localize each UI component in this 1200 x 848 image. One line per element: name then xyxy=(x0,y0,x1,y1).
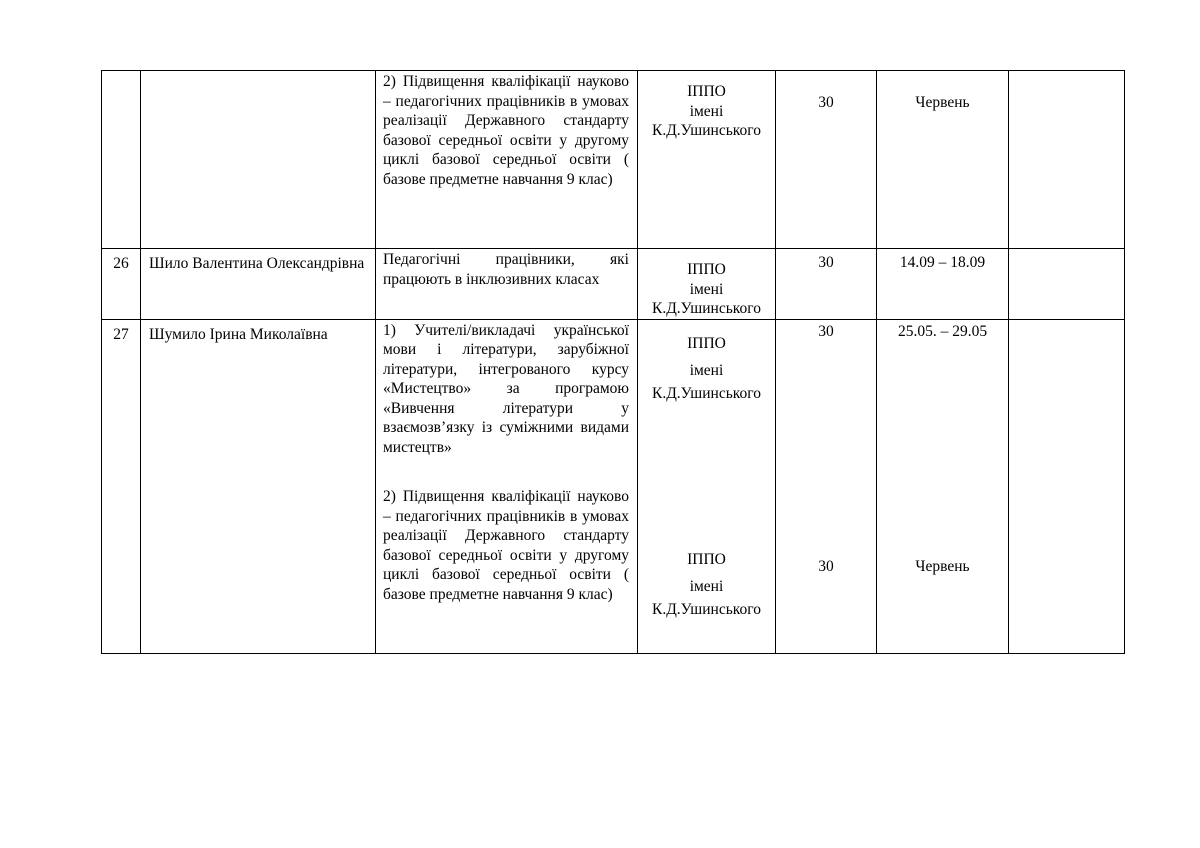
institution-line: імені xyxy=(689,280,724,298)
date-cell xyxy=(877,319,1009,653)
note-cell xyxy=(1009,249,1125,320)
date-cell xyxy=(877,249,1009,320)
institution-cell xyxy=(638,249,776,320)
institution-line: імені xyxy=(689,102,724,120)
date-value: 25.05. – 29.05 xyxy=(897,322,988,340)
name-cell xyxy=(141,71,376,249)
training-plan-table xyxy=(101,70,1125,654)
date-cell xyxy=(877,71,1009,249)
institution-line: К.Д.Ушинського xyxy=(652,300,761,317)
hours-cell xyxy=(776,319,877,653)
topic-text: Педагогічні працівники, які працюють в інклюзивних класах xyxy=(383,251,629,288)
row-number-cell: 27 xyxy=(102,319,141,653)
table-row xyxy=(102,71,1125,249)
hours-cell xyxy=(776,249,877,320)
hours-value: 30 xyxy=(818,94,834,111)
row-number-cell xyxy=(102,71,141,249)
topic-text: 1) Учителі/викладачі української мови і літератури, зарубіжної літератури, інтегрованого курсу «Мистецтво» за програмою «Вивчення літератури у взаємозв’язку із суміжними видами мистецтв» xyxy=(383,321,629,456)
hours-cell xyxy=(776,71,877,249)
table-row xyxy=(102,249,1125,320)
institution-line: К.Д.Ушинського xyxy=(652,600,761,618)
institution-cell xyxy=(638,71,776,249)
name-cell: Шумило Ірина Миколаївна xyxy=(141,319,376,653)
hours-value: 30 xyxy=(818,254,834,271)
name-cell: Шило Валентина Олександрівна xyxy=(141,249,376,320)
note-cell xyxy=(1009,71,1125,249)
date-value: Червень xyxy=(915,94,970,111)
topic-cell xyxy=(376,71,638,249)
table-row xyxy=(102,319,1125,653)
institution-line: ІППО xyxy=(687,334,726,352)
note-cell xyxy=(1009,319,1125,653)
topic-cell xyxy=(376,319,638,653)
hours-value: 30 xyxy=(818,322,834,340)
institution-cell xyxy=(638,319,776,653)
institution-line: ІППО xyxy=(687,550,726,568)
institution-line: імені xyxy=(689,577,724,595)
topic-text: 2) Підвищення кваліфікації науково – педагогічних працівників в умовах реалізації Державного стандарту базової середньої освіти у другому циклі базової середньої освіти ( базове предметне навчання 9 клас) xyxy=(383,73,629,188)
topic-cell xyxy=(376,249,638,320)
institution-line: К.Д.Ушинського xyxy=(652,384,761,402)
hours-value: 30 xyxy=(818,557,834,575)
row-number-cell: 26 xyxy=(102,249,141,320)
institution-line: імені xyxy=(689,361,724,379)
date-value: Червень xyxy=(915,557,970,575)
institution-line: К.Д.Ушинського xyxy=(652,122,761,139)
institution-line: ІППО xyxy=(687,261,726,278)
topic-text: 2) Підвищення кваліфікації науково – педагогічних працівників в умовах реалізації Державного стандарту базової середньої освіти у другому циклі базової середньої освіти ( базове предметне навчання 9 клас) xyxy=(383,488,629,603)
date-value: 14.09 – 18.09 xyxy=(899,254,986,271)
institution-line: ІППО xyxy=(687,83,726,100)
